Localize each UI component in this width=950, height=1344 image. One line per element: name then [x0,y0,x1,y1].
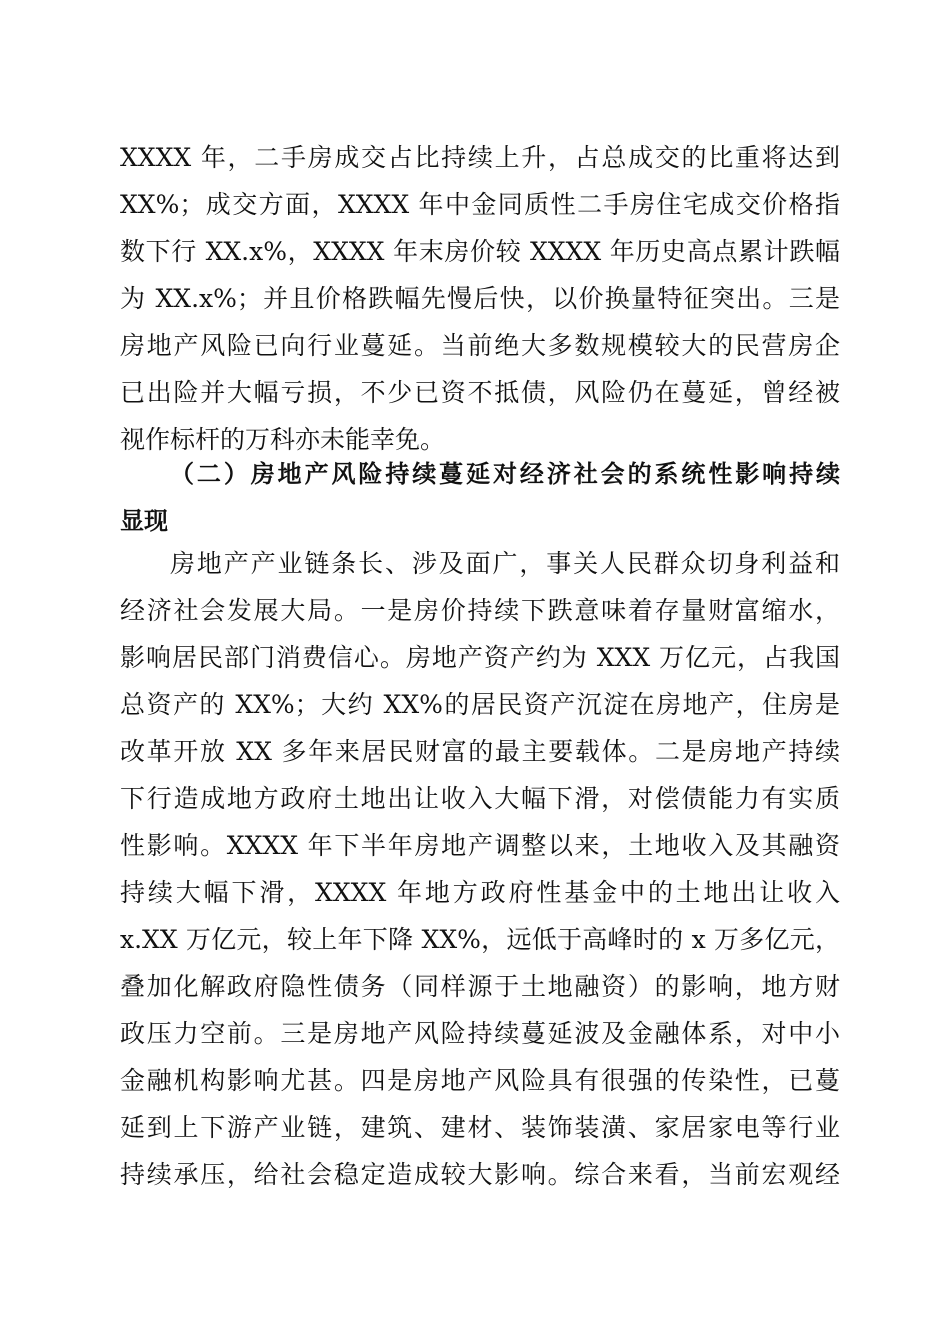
paragraph-1-line: 已出险并大幅亏损，不少已资不抵债，风险仍在蔓延，曾经被 [120,378,840,407]
paragraph-2-line: 总资产的 XX%；大约 XX%的居民资产沉淀在房地产，住房是 [120,690,840,719]
paragraph-2-line: 经济社会发展大局。一是房价持续下跌意味着存量财富缩水， [120,596,840,625]
paragraph-1-line: 视作标杆的万科亦未能幸免。 [120,425,446,454]
paragraph-2-line: 金融机构影响尤甚。四是房地产风险具有很强的传染性，已蔓 [120,1066,840,1095]
paragraph-2-line: 政压力空前。三是房地产风险持续蔓延波及金融体系，对中小 [120,1019,840,1048]
paragraph-2-line: 下行造成地方政府土地出让收入大幅下滑，对偿债能力有实质 [120,784,840,813]
paragraph-2-line: 改革开放 XX 多年来居民财富的最主要载体。二是房地产持续 [120,737,840,766]
paragraph-2-line: 持续承压，给社会稳定造成较大影响。综合来看，当前宏观经 [120,1160,840,1189]
paragraph-1-line: 房地产风险已向行业蔓延。当前绝大多数规模较大的民营房企 [120,331,840,360]
section-heading-line: 显现 [120,507,168,535]
paragraph-2-line: 叠加化解政府隐性债务（同样源于土地融资）的影响，地方财 [120,972,840,1001]
paragraph-2-line: 持续大幅下滑，XXXX 年地方政府性基金中的土地出让收入 [120,878,840,907]
paragraph-2-line: x.XX 万亿元，较上年下降 XX%，远低于高峰时的 x 万多亿元， [120,925,840,954]
paragraph-2-line: 性影响。XXXX 年下半年房地产调整以来，土地收入及其融资 [120,831,840,860]
paragraph-2-line: 延到上下游产业链，建筑、建材、装饰装潢、家居家电等行业 [120,1113,840,1142]
paragraph-1-line: XX%；成交方面，XXXX 年中金同质性二手房住宅成交价格指 [120,190,840,219]
paragraph-1-line: 数下行 XX.x%，XXXX 年末房价较 XXXX 年历史高点累计跌幅 [120,237,840,266]
paragraph-2-line: 房地产产业链条长、涉及面广，事关人民群众切身利益和 [170,549,840,578]
paragraph-2-line: 影响居民部门消费信心。房地产资产约为 XXX 万亿元，占我国 [120,643,840,672]
paragraph-1-line: 为 XX.x%；并且价格跌幅先慢后快，以价换量特征突出。三是 [120,284,840,313]
paragraph-1-line: XXXX 年，二手房成交占比持续上升，占总成交的比重将达到 [120,143,840,172]
section-heading-line: （二）房地产风险持续蔓延对经济社会的系统性影响持续 [170,460,840,488]
